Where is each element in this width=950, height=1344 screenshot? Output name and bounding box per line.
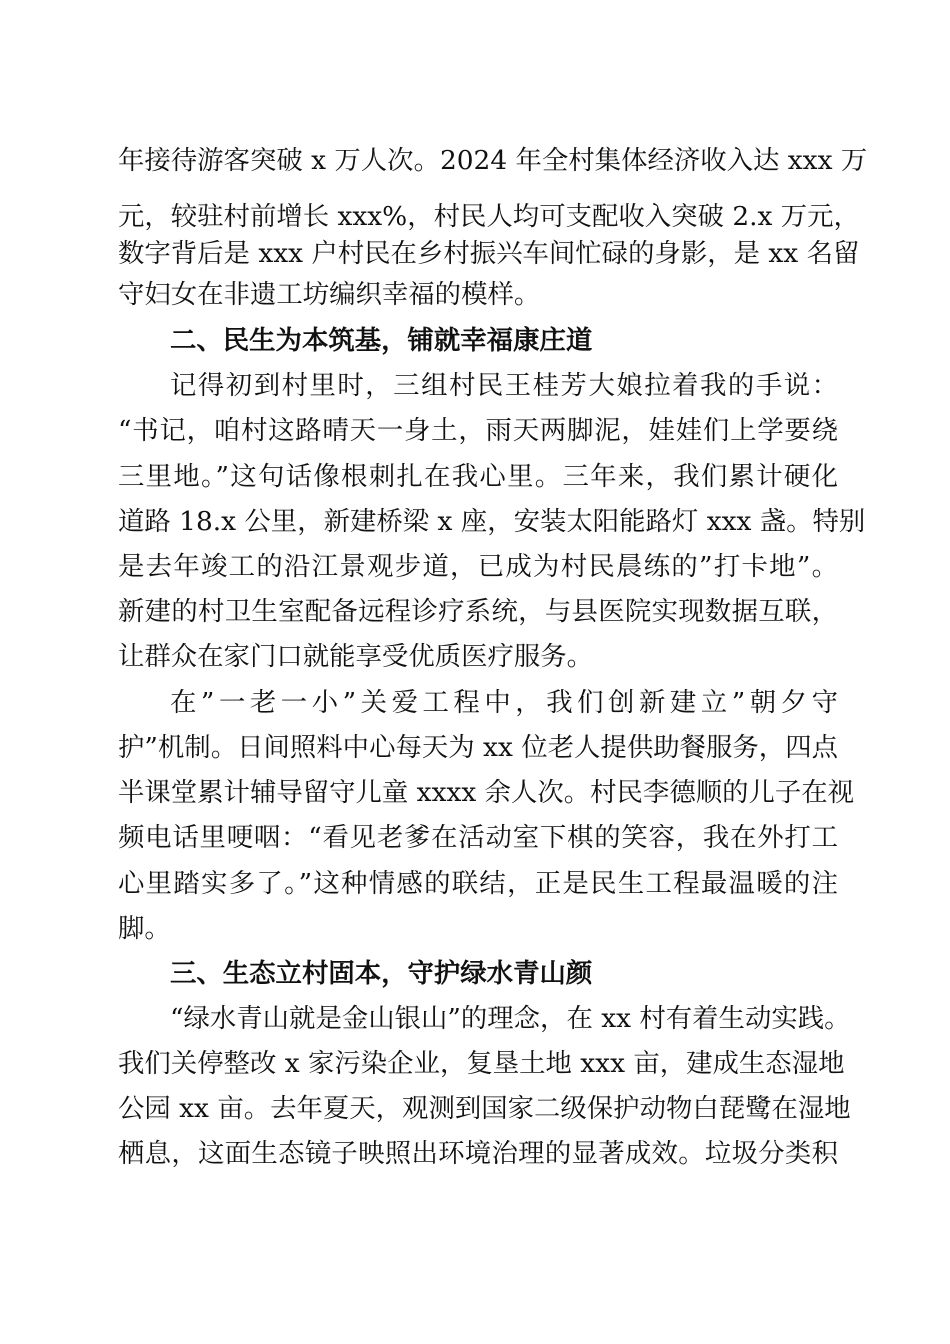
paragraph-line: 三里地。”这句话像根刺扎在我心里。三年来，我们累计硬化 xyxy=(118,461,838,492)
paragraph-line: 栖息，这面生态镜子映照出环境治理的显著成效。垃圾分类积 xyxy=(118,1138,838,1169)
paragraph-line: 护”机制。日间照料中心每天为 xx 位老人提供助餐服务，四点 xyxy=(118,732,838,763)
paragraph-line: “书记，咱村这路晴天一身土，雨天两脚泥，娃娃们上学要绕 xyxy=(118,415,838,446)
paragraph-line: 道路 18.x 公里，新建桥梁 x 座，安装太阳能路灯 xxx 盏。特别 xyxy=(118,506,866,537)
paragraph-line: 数字背后是 xxx 户村民在乡村振兴车间忙碌的身影，是 xx 名留 xyxy=(118,238,860,269)
paragraph-line: 记得初到村里时，三组村民王桂芳大娘拉着我的手说： xyxy=(170,370,838,401)
paragraph-line: 心里踏实多了。”这种情感的联结，正是民生工程最温暖的注 xyxy=(118,868,838,899)
paragraph-line: 脚。 xyxy=(118,913,171,944)
paragraph-line: 元，较驻村前增长 xxx%，村民人均可支配收入突破 2.x 万元， xyxy=(118,201,860,232)
paragraph-line: “绿水青山就是金山银山”的理念，在 xx 村有着生动实践。 xyxy=(170,1003,851,1034)
section-heading: 二、民生为本筑基，铺就幸福康庄道 xyxy=(170,325,593,356)
paragraph-line: 让群众在家门口就能享受优质医疗服务。 xyxy=(118,641,594,672)
paragraph-line: 频电话里哽咽：“看见老爹在活动室下棋的笑容，我在外打工 xyxy=(118,822,838,853)
paragraph-line: 在”一老一小”关爱工程中，我们创新建立”朝夕守 xyxy=(170,687,838,718)
paragraph-line: 是去年竣工的沿江景观步道，已成为村民晨练的”打卡地”。 xyxy=(118,551,838,582)
paragraph-line: 守妇女在非遗工坊编织幸福的模样。 xyxy=(118,279,541,310)
paragraph-line: 年接待游客突破 x 万人次。2024 年全村集体经济收入达 xxx 万 xyxy=(118,145,868,176)
paragraph-line: 公园 xx 亩。去年夏天，观测到国家二级保护动物白琵鹭在湿地 xyxy=(118,1093,851,1124)
paragraph-line: 我们关停整改 x 家污染企业，复垦土地 xxx 亩，建成生态湿地 xyxy=(118,1048,845,1079)
paragraph-line: 半课堂累计辅导留守儿童 xxxx 余人次。村民李德顺的儿子在视 xyxy=(118,777,855,808)
section-heading: 三、生态立村固本，守护绿水青山颜 xyxy=(170,958,593,989)
paragraph-line: 新建的村卫生室配备远程诊疗系统，与县医院实现数据互联， xyxy=(118,596,838,627)
